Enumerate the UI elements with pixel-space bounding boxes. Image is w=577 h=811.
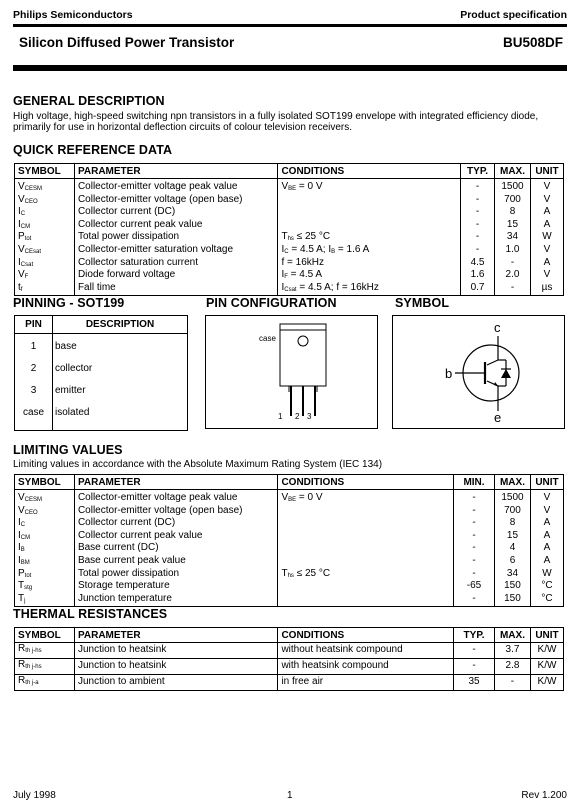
max-cell: 3.7 [494, 643, 530, 659]
symbol-letter: P [18, 231, 25, 243]
pinning-box [14, 315, 188, 431]
max-cell: 34 [495, 232, 531, 245]
col-symbol: SYMBOL [15, 628, 75, 643]
pin-configuration-box [205, 315, 378, 429]
parameter-cell: Total power dissipation [74, 232, 278, 245]
unit-cell: A [530, 258, 563, 271]
symbol-letter: V [18, 243, 25, 255]
symbol-cell [15, 659, 75, 675]
pin-number: case [22, 407, 45, 418]
conditions-cell [278, 179, 461, 195]
footer-page-number: 1 [287, 790, 293, 801]
typ-cell: - [461, 207, 495, 220]
max-cell: - [495, 283, 531, 296]
condition-tail: = 4.5 A; I [288, 243, 332, 255]
table-row [15, 659, 564, 675]
document-type: Product specification [460, 9, 567, 21]
pin-1-label: 1 [278, 412, 283, 421]
symbol-letter: I [18, 206, 21, 218]
min-cell: - [454, 569, 495, 582]
conditions-cell [278, 207, 461, 220]
typ-cell: - [461, 232, 495, 245]
symbol-cell [15, 643, 75, 659]
condition-subscript: hs [287, 572, 294, 579]
conditions-cell: in free air [278, 675, 454, 691]
unit-cell: A [530, 531, 563, 544]
pin-description: emitter [55, 385, 86, 396]
symbol-letter: V [18, 193, 25, 205]
conditions-cell [278, 506, 454, 519]
unit-cell: V [530, 195, 563, 208]
col-unit: UNIT [530, 628, 563, 643]
symbol-subscript: CEO [24, 198, 38, 205]
unit-cell: V [530, 245, 563, 258]
quick-reference-heading: QUICK REFERENCE DATA [13, 143, 173, 157]
transistor-symbol-icon [393, 316, 564, 428]
parameter-cell: Collector current (DC) [74, 518, 278, 531]
page-title: Silicon Diffused Power Transistor [19, 35, 235, 50]
part-number: BU508DF [502, 35, 563, 50]
table-row [15, 518, 564, 531]
col-conditions: CONDITIONS [278, 475, 454, 490]
parameter-cell: Collector current peak value [74, 220, 278, 233]
condition-text: I [281, 243, 285, 255]
table-row [15, 643, 564, 659]
typ-cell: - [461, 220, 495, 233]
min-cell: - [454, 506, 495, 519]
general-description-heading: GENERAL DESCRIPTION [13, 94, 165, 108]
parameter-cell: Junction temperature [74, 594, 278, 607]
symbol-subscript: CM [20, 534, 31, 541]
limiting-values-table [14, 474, 564, 607]
typ-cell: - [454, 643, 495, 659]
pin-number: 3 [30, 385, 37, 396]
symbol-letter: I [18, 256, 21, 268]
condition-subscript: C [284, 248, 289, 255]
thermal-resistances-heading: THERMAL RESISTANCES [13, 607, 168, 621]
pinning-divider [52, 316, 53, 430]
col-min: MIN. [454, 475, 495, 490]
header-rule-top [13, 24, 567, 27]
table-row [15, 179, 564, 195]
condition-tail: = 1.6 A [335, 243, 370, 255]
general-description-text: High voltage, high-speed switching npn transistors in a fully isolated SOT199 envelope with integrated efficiency diode, primarily for use in horizontal deflection circuits of colour television receivers. [13, 111, 539, 133]
conditions-cell [278, 518, 454, 531]
col-max: MAX. [494, 628, 530, 643]
min-cell: -65 [454, 581, 495, 594]
typ-cell: - [461, 245, 495, 258]
max-cell: 150 [494, 581, 530, 594]
collector-label: c [494, 320, 501, 335]
emitter-label: e [494, 410, 502, 425]
condition-text: f = 16kHz [281, 256, 324, 268]
conditions-cell: with heatsink compound [278, 659, 454, 675]
min-cell: - [454, 490, 495, 506]
symbol-subscript: th j-hs [25, 648, 42, 655]
symbol-letter: V [18, 269, 25, 281]
case-label: case [259, 334, 276, 343]
symbol-letter: I [18, 529, 21, 541]
condition-tail: = 4.5 A; f = 16kHz [296, 281, 379, 293]
max-cell: 700 [494, 506, 530, 519]
unit-cell: K/W [530, 643, 563, 659]
symbol-letter: R [18, 643, 26, 655]
max-cell: 4 [494, 543, 530, 556]
unit-cell: V [530, 270, 563, 283]
condition-subscript: BE [288, 497, 297, 503]
unit-cell: A [530, 220, 563, 233]
col-unit: UNIT [530, 475, 563, 490]
max-cell: 1.0 [495, 245, 531, 258]
symbol-subscript: th j-hs [25, 664, 42, 671]
symbol-cell [15, 675, 75, 691]
parameter-cell: Diode forward voltage [74, 270, 278, 283]
condition-tail: = 0 V [296, 492, 323, 503]
symbol-subscript: F [24, 274, 29, 281]
unit-cell: A [530, 518, 563, 531]
symbol-letter: t [18, 281, 21, 293]
col-symbol: SYMBOL [15, 164, 75, 179]
pinning-col-pin: PIN [25, 319, 42, 330]
condition-text: V [281, 492, 289, 503]
col-max: MAX. [495, 164, 531, 179]
symbol-letter: I [18, 517, 21, 529]
parameter-cell: Collector-emitter voltage peak value [74, 490, 278, 506]
symbol-box [392, 315, 565, 429]
min-cell: - [454, 556, 495, 569]
conditions-cell [278, 594, 454, 607]
condition-subscript: F [284, 274, 288, 281]
parameter-cell: Collector-emitter voltage (open base) [74, 506, 278, 519]
parameter-cell: Fall time [74, 283, 278, 296]
symbol-subscript: CESM [24, 186, 43, 192]
unit-cell: °C [530, 594, 563, 607]
pin-configuration-heading: PIN CONFIGURATION [206, 296, 337, 310]
table-row [15, 270, 564, 283]
symbol-letter: V [18, 504, 25, 516]
pin-description: isolated [55, 407, 90, 418]
pinning-col-description: DESCRIPTION [85, 319, 155, 330]
condition-text: T [281, 567, 288, 579]
symbol-cell [15, 543, 75, 556]
parameter-cell: Collector-emitter saturation voltage [74, 245, 278, 258]
col-parameter: PARAMETER [74, 475, 278, 490]
conditions-cell [278, 490, 454, 506]
col-typ: TYP. [461, 164, 495, 179]
symbol-letter: P [18, 567, 25, 579]
symbol-subscript: f [20, 286, 23, 293]
conditions-cell: without heatsink compound [278, 643, 454, 659]
condition-subscript: BE [288, 186, 297, 192]
condition-text: V [281, 181, 289, 192]
limiting-values-heading: LIMITING VALUES [13, 443, 123, 457]
parameter-cell: Storage temperature [74, 581, 278, 594]
symbol-cell [15, 490, 75, 506]
max-cell: 2.0 [495, 270, 531, 283]
unit-cell: A [530, 543, 563, 556]
table-row [15, 490, 564, 506]
unit-cell: V [530, 490, 563, 506]
symbol-cell [15, 518, 75, 531]
header-rule-bottom [13, 65, 567, 71]
base-label: b [445, 366, 453, 381]
symbol-cell [15, 283, 75, 296]
symbol-letter: I [18, 554, 21, 566]
unit-cell: K/W [530, 659, 563, 675]
pin-2-label: 2 [295, 412, 300, 421]
conditions-cell [278, 569, 454, 582]
unit-cell: µs [530, 283, 563, 296]
table-row [15, 581, 564, 594]
symbol-subscript: CEsat [24, 248, 42, 255]
symbol-subscript: th j-a [25, 680, 39, 687]
symbol-heading: SYMBOL [395, 296, 450, 310]
min-cell: - [454, 594, 495, 607]
symbol-letter: R [18, 675, 26, 687]
conditions-cell [278, 283, 461, 296]
typ-cell: - [461, 195, 495, 208]
typ-cell: 0.7 [461, 283, 495, 296]
table-row [15, 283, 564, 296]
min-cell: - [454, 518, 495, 531]
parameter-cell: Collector current peak value [74, 531, 278, 544]
symbol-subscript: CM [20, 223, 31, 230]
symbol-cell [15, 506, 75, 519]
conditions-cell [278, 195, 461, 208]
footer-revision: Rev 1.200 [521, 790, 567, 801]
pin-description: base [55, 341, 77, 352]
pin-number: 1 [30, 341, 37, 352]
conditions-cell [278, 531, 454, 544]
symbol-subscript: BM [20, 559, 30, 566]
condition-tail: ≤ 25 °C [293, 231, 331, 243]
max-cell: 2.8 [494, 659, 530, 675]
symbol-subscript: CESM [24, 497, 43, 503]
symbol-subscript: tot [24, 236, 32, 243]
pin-description: collector [55, 363, 93, 374]
parameter-cell: Collector saturation current [74, 258, 278, 271]
symbol-subscript: stg [24, 585, 33, 592]
symbol-letter: V [18, 492, 25, 503]
pinning-heading: PINNING - SOT199 [13, 296, 125, 310]
max-cell: 8 [494, 518, 530, 531]
symbol-letter: I [18, 542, 21, 554]
symbol-cell [15, 207, 75, 220]
condition-tail: = 0 V [296, 181, 323, 192]
typ-cell: 35 [454, 675, 495, 691]
min-cell: - [454, 543, 495, 556]
col-parameter: PARAMETER [74, 628, 278, 643]
typ-cell: - [461, 179, 495, 195]
table-row [15, 594, 564, 607]
unit-cell: A [530, 556, 563, 569]
unit-cell: °C [530, 581, 563, 594]
symbol-letter: I [18, 218, 21, 230]
parameter-cell: Junction to heatsink [74, 643, 278, 659]
parameter-cell: Base current (DC) [74, 543, 278, 556]
max-cell: 1500 [495, 179, 531, 195]
symbol-cell [15, 531, 75, 544]
parameter-cell: Base current peak value [74, 556, 278, 569]
max-cell: - [495, 258, 531, 271]
col-conditions: CONDITIONS [278, 628, 454, 643]
col-conditions: CONDITIONS [278, 164, 461, 179]
col-max: MAX. [494, 475, 530, 490]
typ-cell: 1.6 [461, 270, 495, 283]
parameter-cell: Junction to ambient [74, 675, 278, 691]
max-cell: 6 [494, 556, 530, 569]
parameter-cell: Collector current (DC) [74, 207, 278, 220]
symbol-cell [15, 195, 75, 208]
col-unit: UNIT [530, 164, 563, 179]
condition-text: I [281, 269, 285, 281]
col-typ: TYP. [454, 628, 495, 643]
symbol-letter: T [18, 580, 25, 592]
condition-subscript: Csat [284, 286, 297, 293]
symbol-subscript: C [20, 522, 26, 529]
footer-date: July 1998 [13, 790, 56, 801]
condition-tail: = 4.5 A [287, 269, 323, 281]
pin-number: 2 [30, 363, 37, 374]
max-cell: 34 [494, 569, 530, 582]
condition-text: I [281, 281, 285, 293]
symbol-letter: T [18, 592, 25, 604]
unit-cell: V [530, 179, 563, 195]
symbol-cell [15, 270, 75, 283]
symbol-subscript: B [20, 547, 25, 554]
typ-cell: - [454, 659, 495, 675]
max-cell: 1500 [494, 490, 530, 506]
col-parameter: PARAMETER [74, 164, 278, 179]
quick-reference-table [14, 163, 564, 296]
condition-tail: ≤ 25 °C [293, 567, 331, 579]
thermal-resistances-table [14, 627, 564, 691]
max-cell: - [494, 675, 530, 691]
max-cell: 150 [494, 594, 530, 607]
symbol-subscript: C [20, 211, 26, 218]
condition-subscript: B [331, 248, 336, 255]
symbol-subscript: tot [24, 572, 32, 579]
table-row [15, 207, 564, 220]
max-cell: 15 [494, 531, 530, 544]
conditions-cell [278, 581, 454, 594]
parameter-cell: Collector-emitter voltage (open base) [74, 195, 278, 208]
package-outline-drawing [206, 316, 377, 428]
conditions-cell [278, 543, 454, 556]
min-cell: - [454, 531, 495, 544]
typ-cell: 4.5 [461, 258, 495, 271]
limiting-values-subtitle: Limiting values in accordance with the Absolute Maximum Rating System (IEC 134) [13, 459, 383, 470]
symbol-subscript: j [24, 597, 26, 604]
symbol-subscript: Csat [20, 261, 34, 268]
max-cell: 15 [495, 220, 531, 233]
unit-cell: A [530, 207, 563, 220]
parameter-cell: Collector-emitter voltage peak value [74, 179, 278, 195]
company-name: Philips Semiconductors [13, 9, 133, 21]
max-cell: 8 [495, 207, 531, 220]
col-symbol: SYMBOL [15, 475, 75, 490]
max-cell: 700 [495, 195, 531, 208]
symbol-cell [15, 179, 75, 195]
symbol-cell [15, 245, 75, 258]
condition-subscript: hs [287, 236, 294, 243]
table-row [15, 675, 564, 691]
symbol-subscript: CEO [24, 509, 38, 516]
condition-text: T [281, 231, 288, 243]
unit-cell: W [530, 232, 563, 245]
table-row [15, 556, 564, 569]
unit-cell: W [530, 569, 563, 582]
pin-3-label: 3 [307, 412, 312, 421]
symbol-letter: V [18, 181, 25, 192]
parameter-cell: Total power dissipation [74, 569, 278, 582]
symbol-cell [15, 594, 75, 607]
parameter-cell: Junction to heatsink [74, 659, 278, 675]
unit-cell: K/W [530, 675, 563, 691]
unit-cell: V [530, 506, 563, 519]
symbol-letter: R [18, 659, 26, 671]
